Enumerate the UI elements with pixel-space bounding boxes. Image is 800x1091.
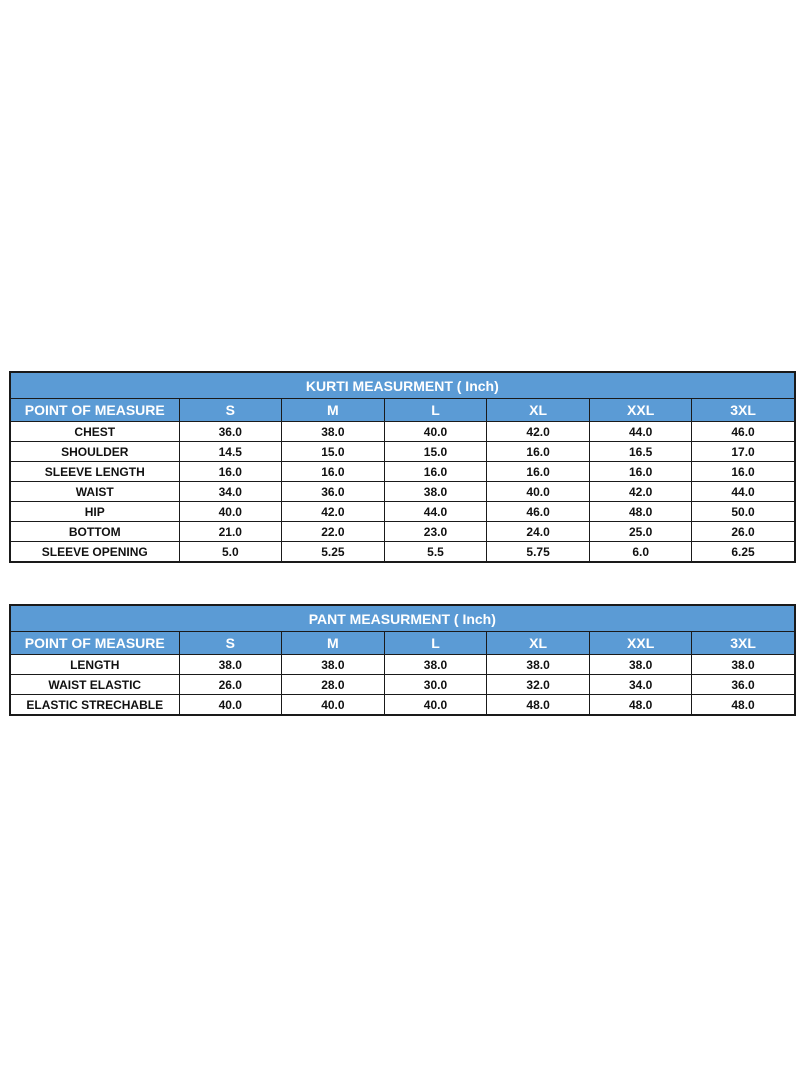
cell-value: 38.0	[282, 655, 385, 675]
cell-value: 5.25	[282, 542, 385, 563]
row-label: WAIST ELASTIC	[10, 675, 179, 695]
cell-value: 16.0	[179, 462, 282, 482]
cell-value: 36.0	[282, 482, 385, 502]
cell-value: 40.0	[282, 695, 385, 716]
header-size-3xl: 3XL	[692, 399, 795, 422]
cell-value: 6.25	[692, 542, 795, 563]
cell-value: 16.0	[589, 462, 692, 482]
cell-value: 16.0	[282, 462, 385, 482]
table-row	[10, 542, 795, 563]
cell-value: 28.0	[282, 675, 385, 695]
header-size-xl: XL	[487, 399, 590, 422]
cell-value: 15.0	[384, 442, 487, 462]
cell-value: 34.0	[589, 675, 692, 695]
row-label: BOTTOM	[10, 522, 179, 542]
header-size-s: S	[179, 399, 282, 422]
cell-value: 42.0	[487, 422, 590, 442]
row-label: CHEST	[10, 422, 179, 442]
cell-value: 34.0	[179, 482, 282, 502]
table-header-row	[10, 399, 795, 422]
cell-value: 48.0	[692, 695, 795, 716]
cell-value: 16.5	[589, 442, 692, 462]
cell-value: 42.0	[589, 482, 692, 502]
table-row	[10, 675, 795, 695]
header-size-l: L	[384, 632, 487, 655]
table-title: PANT MEASURMENT ( Inch)	[10, 605, 795, 632]
cell-value: 50.0	[692, 502, 795, 522]
cell-value: 40.0	[179, 502, 282, 522]
cell-value: 44.0	[384, 502, 487, 522]
cell-value: 46.0	[487, 502, 590, 522]
cell-value: 32.0	[487, 675, 590, 695]
table-header-row	[10, 632, 795, 655]
cell-value: 17.0	[692, 442, 795, 462]
header-point-of-measure: POINT OF MEASURE	[10, 632, 179, 655]
row-label: SLEEVE OPENING	[10, 542, 179, 563]
header-point-of-measure: POINT OF MEASURE	[10, 399, 179, 422]
cell-value: 26.0	[692, 522, 795, 542]
kurti-measurement-table	[9, 371, 796, 563]
table-title: KURTI MEASURMENT ( Inch)	[10, 372, 795, 399]
cell-value: 38.0	[589, 655, 692, 675]
header-size-l: L	[384, 399, 487, 422]
table-title-row	[10, 372, 795, 399]
row-label: WAIST	[10, 482, 179, 502]
cell-value: 40.0	[487, 482, 590, 502]
cell-value: 5.75	[487, 542, 590, 563]
cell-value: 5.5	[384, 542, 487, 563]
cell-value: 44.0	[589, 422, 692, 442]
cell-value: 5.0	[179, 542, 282, 563]
table-title-row	[10, 605, 795, 632]
cell-value: 48.0	[589, 502, 692, 522]
header-size-s: S	[179, 632, 282, 655]
cell-value: 14.5	[179, 442, 282, 462]
cell-value: 25.0	[589, 522, 692, 542]
table-row	[10, 422, 795, 442]
header-size-3xl: 3XL	[692, 632, 795, 655]
cell-value: 38.0	[487, 655, 590, 675]
cell-value: 15.0	[282, 442, 385, 462]
cell-value: 30.0	[384, 675, 487, 695]
table-row	[10, 462, 795, 482]
header-size-xxl: XXL	[589, 632, 692, 655]
cell-value: 38.0	[179, 655, 282, 675]
cell-value: 23.0	[384, 522, 487, 542]
table-row	[10, 522, 795, 542]
cell-value: 48.0	[487, 695, 590, 716]
cell-value: 38.0	[282, 422, 385, 442]
header-size-m: M	[282, 632, 385, 655]
row-label: LENGTH	[10, 655, 179, 675]
cell-value: 6.0	[589, 542, 692, 563]
cell-value: 48.0	[589, 695, 692, 716]
cell-value: 36.0	[179, 422, 282, 442]
cell-value: 26.0	[179, 675, 282, 695]
pant-measurement-table	[9, 604, 796, 716]
header-size-m: M	[282, 399, 385, 422]
row-label: SHOULDER	[10, 442, 179, 462]
table-row	[10, 502, 795, 522]
cell-value: 38.0	[692, 655, 795, 675]
cell-value: 16.0	[487, 462, 590, 482]
row-label: HIP	[10, 502, 179, 522]
cell-value: 16.0	[487, 442, 590, 462]
row-label: SLEEVE LENGTH	[10, 462, 179, 482]
cell-value: 24.0	[487, 522, 590, 542]
header-size-xl: XL	[487, 632, 590, 655]
cell-value: 36.0	[692, 675, 795, 695]
header-size-xxl: XXL	[589, 399, 692, 422]
table-row	[10, 482, 795, 502]
cell-value: 40.0	[179, 695, 282, 716]
cell-value: 42.0	[282, 502, 385, 522]
row-label: ELASTIC STRECHABLE	[10, 695, 179, 716]
cell-value: 16.0	[692, 462, 795, 482]
cell-value: 21.0	[179, 522, 282, 542]
cell-value: 40.0	[384, 422, 487, 442]
table-row	[10, 442, 795, 462]
table-row	[10, 695, 795, 716]
table-row	[10, 655, 795, 675]
cell-value: 16.0	[384, 462, 487, 482]
cell-value: 38.0	[384, 655, 487, 675]
cell-value: 38.0	[384, 482, 487, 502]
cell-value: 40.0	[384, 695, 487, 716]
cell-value: 46.0	[692, 422, 795, 442]
cell-value: 22.0	[282, 522, 385, 542]
cell-value: 44.0	[692, 482, 795, 502]
